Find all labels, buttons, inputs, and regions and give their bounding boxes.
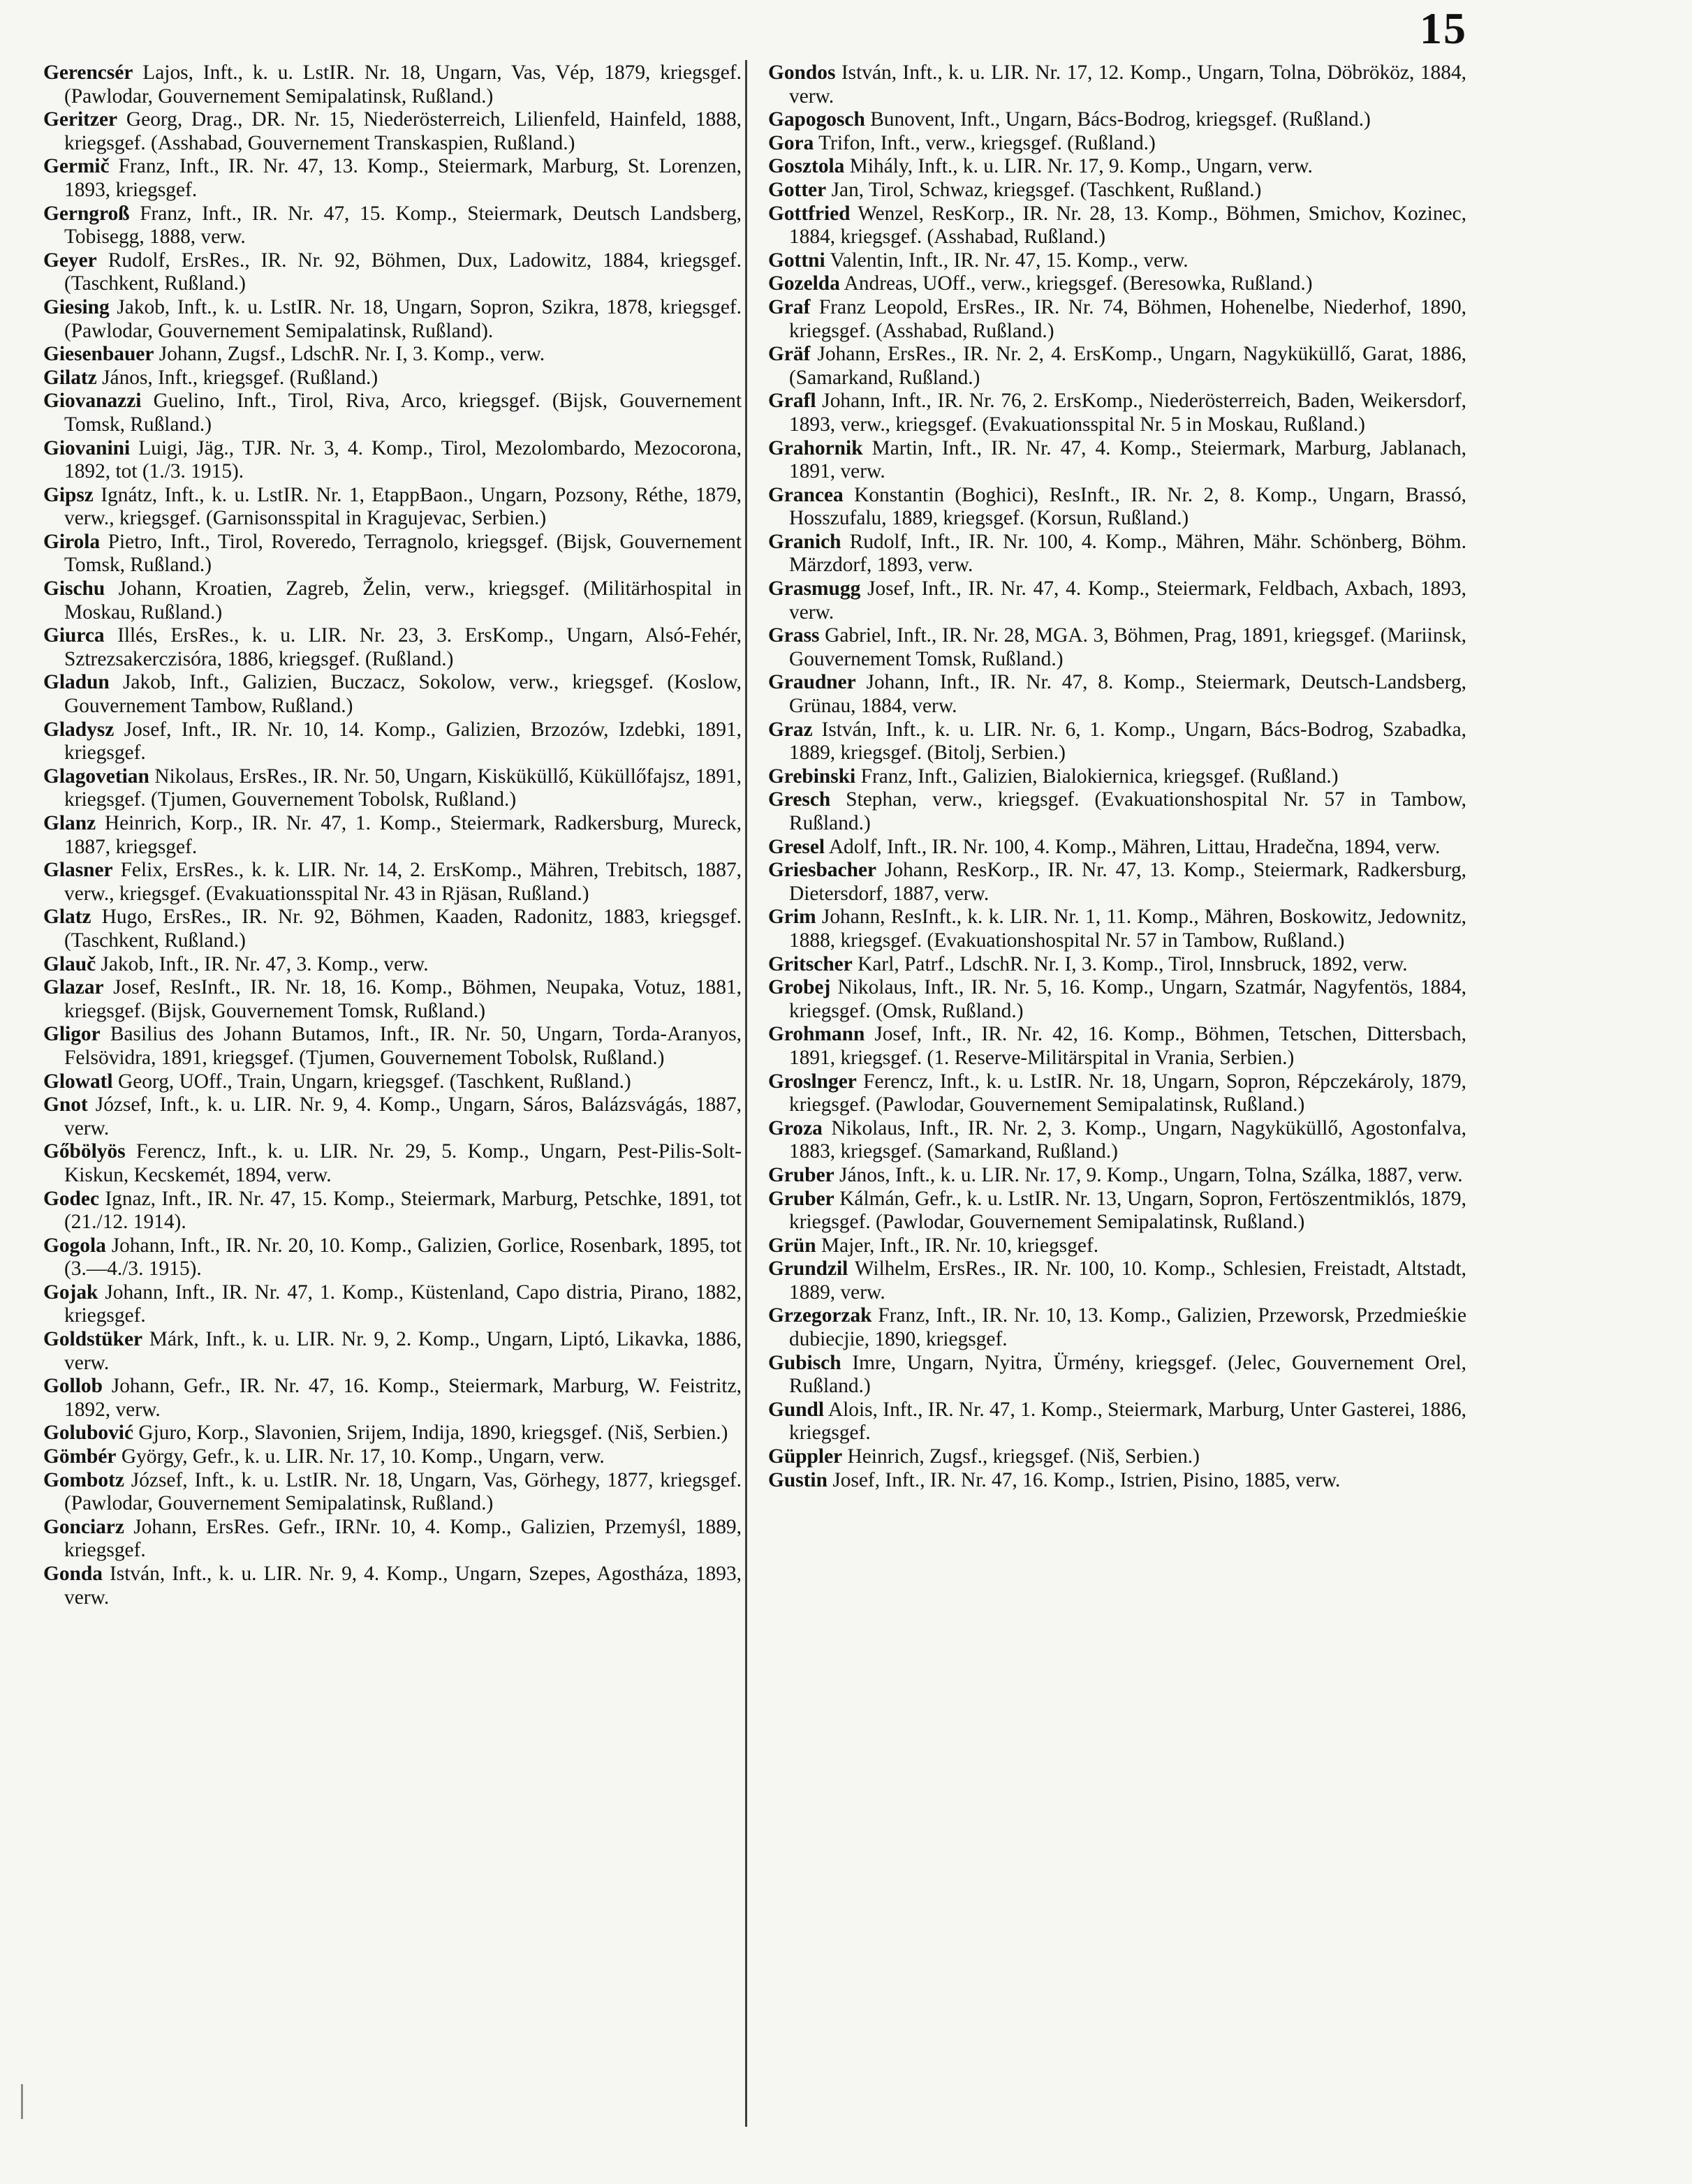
entry-surname: Gilatz [43, 366, 97, 389]
entry-details: Heinrich, Korp., IR. Nr. 47, 1. Komp., Steiermark, Radkersburg, Mureck, 1887, kriegsgef. [64, 812, 742, 858]
entry-surname: Grafl [768, 390, 816, 413]
entry-surname: Gubisch [768, 1351, 841, 1374]
entry-details: Johann, Gefr., IR. Nr. 47, 16. Komp., Steiermark, Marburg, W. Feistritz, 1892, verw. [64, 1375, 742, 1421]
entry-surname: Groza [768, 1116, 823, 1139]
entry-surname: Gritscher [768, 952, 853, 975]
entry-details: István, Inft., k. u. LIR. Nr. 17, 12. Komp., Ungarn, Tolna, Döbrököz, 1884, verw. [789, 61, 1466, 108]
entry-details: Guelino, Inft., Tirol, Riva, Arco, kriegsgef. (Bijsk, Gouvernement Tomsk, Rußland.) [64, 390, 742, 436]
entry-surname: Glowatl [43, 1070, 113, 1093]
register-entry [768, 108, 1466, 132]
entry-surname: Gombotz [43, 1468, 124, 1491]
register-entry [43, 953, 742, 977]
entry-surname: Graudner [768, 671, 856, 694]
entry-surname: Geritzer [43, 108, 118, 131]
register-entry [43, 1093, 742, 1140]
register-entry [43, 765, 742, 812]
register-entry [768, 132, 1466, 156]
entry-surname: Gottfried [768, 202, 851, 225]
entry-surname: Glanz [43, 812, 96, 834]
entry-details: Georg, Drag., DR. Nr. 15, Niederösterreich, Lilienfeld, Hainfeld, 1888, kriegsgef. (Asshabad, Gouvernement Transkaspien, Rußland.) [64, 108, 742, 154]
entry-surname: Gőbölyös [43, 1140, 126, 1163]
page-number: 15 [1420, 3, 1467, 53]
register-entry [43, 1070, 742, 1094]
register-entry [768, 953, 1466, 977]
register-entry [768, 1070, 1466, 1117]
entry-surname: Grzegorzak [768, 1304, 872, 1327]
entry-surname: Gruber [768, 1163, 834, 1186]
register-entry [768, 906, 1466, 952]
entry-details: Martin, Inft., IR. Nr. 47, 4. Komp., Steiermark, Marburg, Jablanach, 1891, verw. [789, 436, 1466, 483]
entry-surname: Gollob [43, 1375, 103, 1398]
entry-details: Stephan, verw., kriegsgef. (Evakuationshospital Nr. 57 in Tambow, Rußland.) [789, 788, 1466, 834]
entry-details: Valentin, Inft., IR. Nr. 47, 15. Komp., verw. [830, 249, 1189, 272]
entry-surname: Grim [768, 906, 816, 929]
register-entry [768, 296, 1466, 343]
register-entry [768, 61, 1466, 108]
entry-details: Luigi, Jäg., TJR. Nr. 3, 4. Komp., Tirol, Mezolombardo, Mezocorona, 1892, tot (1./3. 1915). [64, 436, 742, 483]
register-entry [768, 1469, 1466, 1493]
entry-surname: Graf [768, 295, 811, 318]
register-entry [768, 836, 1466, 859]
register-entry [768, 671, 1466, 718]
register-entry [43, 367, 742, 390]
register-entry [43, 61, 742, 108]
entry-details: Ignátz, Inft., k. u. LstIR. Nr. 1, EtappBaon., Ungarn, Pozsony, Réthe, 1879, verw., kriegsgef. (Garnisonsspital in Kragujevac, Serbien.) [64, 483, 742, 530]
entry-surname: Gogola [43, 1234, 106, 1257]
register-entry [43, 859, 742, 906]
entry-details: Franz, Inft., Galizien, Bialokiernica, kriegsgef. (Rußland.) [860, 765, 1339, 788]
register-entry [768, 531, 1466, 577]
entry-details: János, Inft., kriegsgef. (Rußland.) [102, 366, 378, 389]
entry-details: Bunovent, Inft., Ungarn, Bács-Bodrog, kriegsgef. (Rußland.) [870, 108, 1371, 131]
register-entry [43, 671, 742, 718]
register-entry [43, 437, 742, 484]
entry-details: Johann, ResKorp., IR. Nr. 47, 13. Komp., Steiermark, Radkersburg, Dietersdorf, 1887, verw. [789, 859, 1466, 905]
register-entry [768, 390, 1466, 436]
entry-surname: Grebinski [768, 765, 856, 788]
right-column [768, 61, 1466, 1492]
entry-surname: Gozelda [768, 272, 840, 295]
entry-details: György, Gefr., k. u. LIR. Nr. 17, 10. Komp., Ungarn, verw. [121, 1445, 605, 1468]
entry-surname: Gnot [43, 1093, 88, 1116]
entry-details: János, Inft., k. u. LIR. Nr. 17, 9. Komp., Ungarn, Tolna, Szálka, 1887, verw. [839, 1163, 1463, 1186]
entry-details: Alois, Inft., IR. Nr. 47, 1. Komp., Steiermark, Marburg, Unter Gasterei, 1886, kriegsgef. [789, 1398, 1466, 1445]
register-entry [43, 906, 742, 952]
entry-surname: Gerencsér [43, 61, 133, 84]
register-entry [43, 343, 742, 367]
entry-surname: Godec [43, 1187, 99, 1210]
entry-details: Johann, Inft., IR. Nr. 20, 10. Komp., Galizien, Gorlice, Rosenbark, 1895, tot (3.—4./3. 1915). [64, 1234, 742, 1281]
register-entry [43, 1563, 742, 1609]
entry-details: Nikolaus, Inft., IR. Nr. 5, 16. Komp., Ungarn, Szatmár, Nagyfentös, 1884, kriegsgef. (Omsk, Rußland.) [789, 976, 1466, 1022]
register-entry [768, 976, 1466, 1023]
register-entry [43, 155, 742, 202]
register-entry [43, 202, 742, 249]
column-divider [745, 60, 747, 2127]
entry-surname: Gömbér [43, 1445, 117, 1468]
register-entry [768, 1164, 1466, 1188]
register-entry [768, 155, 1466, 179]
entry-surname: Gapogosch [768, 108, 865, 131]
entry-details: Majer, Inft., IR. Nr. 10, kriegsgef. [821, 1234, 1099, 1257]
register-entry [768, 1023, 1466, 1070]
entry-details: Hugo, ErsRes., IR. Nr. 92, Böhmen, Kaaden, Radonitz, 1883, kriegsgef. (Taschkent, Rußland.) [64, 906, 742, 952]
entry-surname: Gruber [768, 1187, 834, 1210]
entry-surname: Gligor [43, 1023, 101, 1046]
entry-details: Jakob, Inft., IR. Nr. 47, 3. Komp., verw. [101, 952, 429, 975]
entry-surname: Germič [43, 155, 110, 178]
entry-details: Franz, Inft., IR. Nr. 47, 13. Komp., Steiermark, Marburg, St. Lorenzen, 1893, kriegsgef. [64, 155, 742, 201]
entry-surname: Golubović [43, 1422, 134, 1445]
entry-details: Josef, Inft., IR. Nr. 47, 4. Komp., Steiermark, Feldbach, Axbach, 1893, verw. [789, 577, 1466, 624]
entry-details: Illés, ErsRes., k. u. LIR. Nr. 23, 3. ErsKomp., Ungarn, Alsó-Fehér, Sztrezsakerczisóra, 1886, kriegsgef. (Rußland.) [64, 624, 742, 670]
entry-surname: Glasner [43, 859, 113, 882]
entry-surname: Grasmugg [768, 577, 861, 600]
entry-details: Ferencz, Inft., k. u. LstIR. Nr. 18, Ungarn, Sopron, Répczekároly, 1879, kriegsgef. (Pawlodar, Gouvernement Semipalatinsk, Rußland.) [789, 1070, 1466, 1116]
entry-details: Johann, Inft., IR. Nr. 76, 2. ErsKomp., Niederösterreich, Baden, Weikersdorf, 1893, verw., kriegsgef. (Evakuationsspital Nr. 5 in Moskau, Rußland.) [789, 390, 1466, 436]
register-entry [768, 249, 1466, 273]
entry-details: Ignaz, Inft., IR. Nr. 47, 15. Komp., Steiermark, Marburg, Petschke, 1891, tot (21./12. 1914). [64, 1187, 742, 1234]
register-entry [43, 1281, 742, 1328]
entry-details: Jakob, Inft., k. u. LstIR. Nr. 18, Ungarn, Sopron, Szikra, 1878, kriegsgef. (Pawlodar, Gouvernement Semipalatinsk, Rußland). [64, 295, 742, 342]
entry-details: Ferencz, Inft., k. u. LIR. Nr. 29, 5. Komp., Ungarn, Pest-Pilis-Solt-Kiskun, Kecskemét, 1894, verw. [64, 1140, 742, 1186]
entry-details: Lajos, Inft., k. u. LstIR. Nr. 18, Ungarn, Vas, Vép, 1879, kriegsgef. (Pawlodar, Gouvernement Semipalatinsk, Rußland.) [64, 61, 742, 108]
entry-surname: Glagovetian [43, 765, 149, 788]
entry-surname: Gresel [768, 835, 825, 858]
entry-details: Josef, ResInft., IR. Nr. 18, 16. Komp., Böhmen, Neupaka, Votuz, 1881, kriegsgef. (Bijsk, Gouvernement Tomsk, Rußland.) [64, 976, 742, 1022]
register-entry [768, 859, 1466, 906]
entry-surname: Gonda [43, 1563, 103, 1585]
register-entry [43, 1234, 742, 1281]
entry-details: Johann, Zugsf., LdschR. Nr. I, 3. Komp., verw. [159, 343, 545, 366]
entry-surname: Grancea [768, 483, 844, 506]
register-entry [43, 108, 742, 155]
register-entry [768, 765, 1466, 789]
entry-surname: Glatz [43, 906, 91, 929]
register-entry [768, 343, 1466, 390]
register-entry [43, 296, 742, 343]
register-entry [768, 437, 1466, 484]
register-entry [43, 1469, 742, 1516]
entry-details: Nikolaus, ErsRes., IR. Nr. 50, Ungarn, Kisküküllő, Küküllőfajsz, 1891, kriegsgef. (Tjumen, Gouvernement Tobolsk, Rußland.) [64, 765, 742, 811]
entry-details: Johann, ErsRes., IR. Nr. 2, 4. ErsKomp., Ungarn, Nagyküküllő, Garat, 1886, (Samarkand, Rußland.) [789, 343, 1466, 389]
register-entry [768, 484, 1466, 531]
register-entry [43, 1516, 742, 1563]
entry-surname: Gladysz [43, 718, 115, 741]
entry-surname: Giesing [43, 295, 110, 318]
entry-surname: Graz [768, 718, 813, 741]
entry-details: Mihály, Inft., k. u. LIR. Nr. 17, 9. Komp., Ungarn, verw. [849, 155, 1313, 178]
entry-details: Wenzel, ResKorp., IR. Nr. 28, 13. Komp., Böhmen, Smichov, Kozinec, 1884, kriegsgef. (Asshabad, Rußland.) [789, 202, 1466, 249]
entry-surname: Gojak [43, 1281, 98, 1304]
entry-details: István, Inft., k. u. LIR. Nr. 6, 1. Komp., Ungarn, Bács-Bodrog, Szabadka, 1889, kriegsgef. (Bitolj, Serbien.) [789, 718, 1466, 765]
entry-details: Josef, Inft., IR. Nr. 42, 16. Komp., Böhmen, Tetschen, Dittersbach, 1891, kriegsgef. (1. Reserve-Militärspital in Vrania, Serbien.) [789, 1023, 1466, 1069]
entry-details: Georg, UOff., Train, Ungarn, kriegsgef. (Taschkent, Rußland.) [117, 1070, 631, 1093]
entry-details: Rudolf, Inft., IR. Nr. 100, 4. Komp., Mähren, Mähr. Schönberg, Böhm. Märzdorf, 1893, verw. [789, 530, 1466, 577]
entry-surname: Grobej [768, 976, 831, 999]
register-entry [43, 1375, 742, 1422]
register-entry [43, 1445, 742, 1469]
register-entry [43, 718, 742, 765]
entry-surname: Goldstüker [43, 1328, 143, 1351]
register-entry [43, 1023, 742, 1070]
entry-details: Rudolf, ErsRes., IR. Nr. 92, Böhmen, Dux, Ladowitz, 1884, kriegsgef. (Taschkent, Rußland.) [64, 249, 742, 295]
entry-surname: Geyer [43, 249, 97, 272]
entry-details: Johann, Kroatien, Zagreb, Želin, verw., kriegsgef. (Militärhospital in Moskau, Rußland.) [64, 577, 742, 624]
register-entry [768, 624, 1466, 671]
entry-surname: Gonciarz [43, 1515, 124, 1538]
entry-details: Pietro, Inft., Tirol, Roveredo, Terragnolo, kriegsgef. (Bijsk, Gouvernement Tomsk, Rußland.) [64, 530, 742, 577]
register-entry [768, 179, 1466, 202]
entry-details: Wilhelm, ErsRes., IR. Nr. 100, 10. Komp., Schlesien, Freistadt, Altstadt, 1889, verw. [789, 1257, 1466, 1304]
entry-details: Márk, Inft., k. u. LIR. Nr. 9, 2. Komp., Ungarn, Liptó, Likavka, 1886, verw. [64, 1328, 742, 1374]
entry-surname: Giovanini [43, 436, 131, 459]
entry-surname: Gundl [768, 1398, 825, 1421]
register-entry [768, 1188, 1466, 1234]
register-entry [768, 577, 1466, 624]
register-entry [43, 1328, 742, 1375]
entry-details: Johann, Inft., IR. Nr. 47, 1. Komp., Küstenland, Capo distria, Pirano, 1882, kriegsgef. [64, 1281, 742, 1327]
entry-details: Gjuro, Korp., Slavonien, Srijem, Indija, 1890, kriegsgef. (Niš, Serbien.) [138, 1422, 728, 1445]
entry-details: József, Inft., k. u. LstIR. Nr. 18, Ungarn, Vas, Görhegy, 1877, kriegsgef. (Pawlodar, Gouvernement Semipalatinsk, Rußland.) [64, 1468, 742, 1515]
entry-details: Johann, ErsRes. Gefr., IRNr. 10, 4. Komp., Galizien, Przemyśl, 1889, kriegsgef. [64, 1515, 742, 1562]
entry-details: Adolf, Inft., IR. Nr. 100, 4. Komp., Mähren, Littau, Hradečna, 1894, verw. [828, 835, 1441, 858]
register-entry [768, 1234, 1466, 1258]
register-entry [768, 1399, 1466, 1445]
entry-details: Josef, Inft., IR. Nr. 10, 14. Komp., Galizien, Brzozów, Izdebki, 1891, kriegsgef. [64, 718, 742, 765]
entry-details: Imre, Ungarn, Nyitra, Ürmény, kriegsgef. (Jelec, Gouvernement Orel, Rußland.) [789, 1351, 1466, 1398]
register-entry [43, 1422, 742, 1445]
entry-surname: Grün [768, 1234, 816, 1257]
entry-details: Jakob, Inft., Galizien, Buczacz, Sokolow, verw., kriegsgef. (Koslow, Gouvernement Tambow, Rußland.) [64, 671, 742, 718]
register-entry [43, 484, 742, 531]
entry-details: Konstantin (Boghici), ResInft., IR. Nr. 2, 8. Komp., Ungarn, Brassó, Hosszufalu, 1889, kriegsgef. (Korsun, Rußland.) [789, 483, 1466, 530]
register-entry [768, 1117, 1466, 1164]
entry-surname: Grass [768, 624, 820, 647]
entry-details: Trifon, Inft., verw., kriegsgef. (Rußland.) [818, 131, 1156, 154]
entry-surname: Gresch [768, 788, 831, 811]
register-entry [43, 531, 742, 577]
left-column [43, 61, 742, 1609]
entry-surname: Gladun [43, 671, 110, 694]
register-entry [43, 249, 742, 296]
entry-details: Franz Leopold, ErsRes., IR. Nr. 74, Böhmen, Hohenelbe, Niederhof, 1890, kriegsgef. (Asshabad, Rußland.) [789, 295, 1466, 342]
entry-surname: Glazar [43, 976, 104, 999]
entry-surname: Granich [768, 530, 841, 553]
register-entry [43, 976, 742, 1023]
entry-details: Felix, ErsRes., k. k. LIR. Nr. 14, 2. ErsKomp., Mähren, Trebitsch, 1887, verw., kriegsgef. (Evakuationsspital Nr. 43 in Rjäsan, Rußland.) [64, 859, 742, 905]
entry-details: Kálmán, Gefr., k. u. LstIR. Nr. 13, Ungarn, Sopron, Fertöszentmiklós, 1879, kriegsgef. (Pawlodar, Gouvernement Semipalatinsk, Rußland.) [789, 1187, 1466, 1234]
entry-surname: Gondos [768, 61, 836, 84]
entry-details: Karl, Patrf., LdschR. Nr. I, 3. Komp., Tirol, Innsbruck, 1892, verw. [858, 952, 1408, 975]
entry-details: Nikolaus, Inft., IR. Nr. 2, 3. Komp., Ungarn, Nagyküküllő, Agostonfalva, 1883, kriegsgef. (Samarkand, Rußland.) [789, 1116, 1466, 1163]
entry-surname: Grundzil [768, 1257, 848, 1281]
entry-surname: Gottni [768, 249, 825, 272]
entry-surname: Griesbacher [768, 859, 877, 882]
entry-details: Gabriel, Inft., IR. Nr. 28, MGA. 3, Böhmen, Prag, 1891, kriegsgef. (Mariinsk, Gouvernement Tomsk, Rußland.) [789, 624, 1466, 670]
entry-details: Franz, Inft., IR. Nr. 10, 13. Komp., Galizien, Przeworsk, Przedmieśkie dubiecjie, 1890, kriegsgef. [789, 1304, 1467, 1351]
register-entry [43, 624, 742, 671]
register-entry [43, 812, 742, 859]
register-entry [768, 272, 1466, 296]
entry-details: Josef, Inft., IR. Nr. 47, 16. Komp., Istrien, Pisino, 1885, verw. [832, 1468, 1341, 1491]
register-entry [43, 577, 742, 624]
entry-surname: Gustin [768, 1468, 827, 1491]
register-entry [768, 1304, 1466, 1351]
entry-surname: Grohmann [768, 1023, 865, 1046]
entry-surname: Gora [768, 131, 814, 154]
entry-details: István, Inft., k. u. LIR. Nr. 9, 4. Komp., Ungarn, Szepes, Agostháza, 1893, verw. [64, 1563, 742, 1609]
entry-surname: Gerngroß [43, 202, 130, 225]
entry-surname: Gräf [768, 343, 811, 366]
entry-surname: Gotter [768, 178, 827, 201]
entry-surname: Giesenbauer [43, 343, 154, 366]
register-entry [43, 1188, 742, 1234]
entry-surname: Gipsz [43, 483, 94, 506]
entry-surname: Glauč [43, 952, 96, 975]
entry-details: Jan, Tirol, Schwaz, kriegsgef. (Taschkent, Rußland.) [831, 178, 1262, 201]
entry-details: Johann, Inft., IR. Nr. 47, 8. Komp., Steiermark, Deutsch-Landsberg, Grünau, 1884, verw. [789, 671, 1466, 718]
entry-surname: Gosztola [768, 155, 845, 178]
entry-surname: Gischu [43, 577, 105, 600]
register-entry [768, 1352, 1466, 1399]
register-entry [768, 1445, 1466, 1469]
entry-surname: Giurca [43, 624, 105, 647]
register-entry [768, 788, 1466, 835]
entry-details: Basilius des Johann Butamos, Inft., IR. Nr. 50, Ungarn, Torda-Aranyos, Felsövidra, 1891, kriegsgef. (Tjumen, Gouvernement Tobolsk, Rußland.) [64, 1023, 742, 1069]
entry-surname: Groslnger [768, 1070, 857, 1093]
entry-details: Johann, ResInft., k. k. LIR. Nr. 1, 11. Komp., Mähren, Boskowitz, Jedownitz, 1888, kriegsgef. (Evakuationshospital Nr. 57 in Tambow, Rußland.) [789, 906, 1466, 952]
register-entry [43, 390, 742, 436]
register-entry [768, 1257, 1466, 1304]
register-entry [43, 1140, 742, 1187]
margin-mark [21, 2084, 23, 2119]
register-entry [768, 202, 1466, 249]
register-entry [768, 718, 1466, 765]
entry-surname: Grahornik [768, 436, 863, 459]
entry-details: Heinrich, Zugsf., kriegsgef. (Niš, Serbien.) [847, 1445, 1200, 1468]
entry-details: Franz, Inft., IR. Nr. 47, 15. Komp., Steiermark, Deutsch Landsberg, Tobisegg, 1888, verw. [64, 202, 742, 249]
entry-surname: Güppler [768, 1445, 843, 1468]
entry-surname: Girola [43, 530, 101, 553]
entry-details: József, Inft., k. u. LIR. Nr. 9, 4. Komp., Ungarn, Sáros, Balázsvágás, 1887, verw. [64, 1093, 742, 1139]
entry-surname: Giovanazzi [43, 390, 142, 413]
entry-details: Andreas, UOff., verw., kriegsgef. (Beresowka, Rußland.) [844, 272, 1313, 295]
